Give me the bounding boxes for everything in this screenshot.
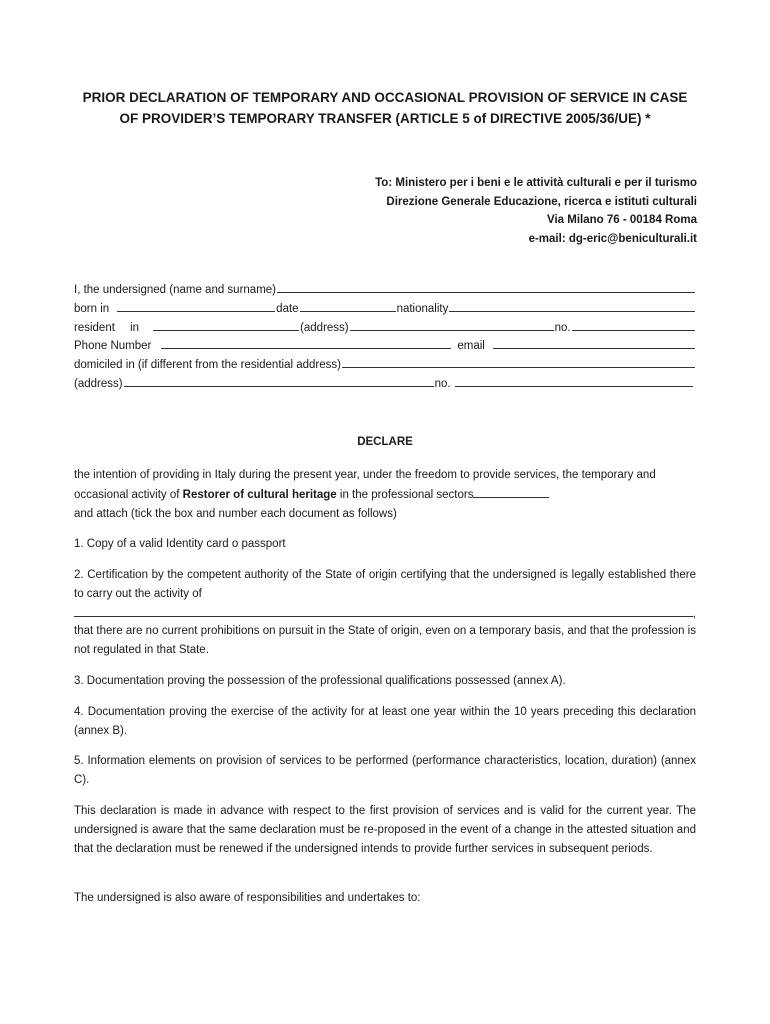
domiciled-label: domiciled in (if different from the residential address) [74,359,341,372]
intro-text: the intention of providing in Italy during the present year, under the freedom to provide services, the temporary and occasional activity of [74,469,656,501]
recipient-line-3: Via Milano 76 - 00184 Roma [547,214,697,226]
domicile-number-label: no. [434,377,451,390]
item-2-continuation: that there are no current prohibitions on pursuit in the State of origin, even on a temporary basis, and that the profession is not regulated in that State. [74,625,696,657]
phone-label: Phone Number [74,340,152,353]
document-title [40,87,730,129]
nationality-label: nationality [396,302,449,315]
domicile-address-label: (address) [74,377,123,390]
birthplace-field[interactable] [117,299,275,312]
item-2-text: 2. Certification by the competent authority of the State of origin certifying that the undersigned is legally established there to carry out the activity of [74,569,696,600]
activity-name: Restorer of cultural heritage [182,488,337,501]
email-label: email [457,340,485,353]
personal-details-form [74,280,696,393]
item-1: 1. Copy of a valid Identity card o passport [74,538,286,550]
activity-line-row: , [74,604,696,623]
title-line-1: PRIOR DECLARATION OF TEMPORARY AND OCCASIONAL PROVISION OF SERVICE IN CASE [82,90,688,105]
nationality-field[interactable] [449,299,695,312]
sectors-text: in the professional sectors [336,488,474,501]
name-row [74,280,696,299]
item-4: 4. Documentation proving the exercise of the activity for at least one year within the 10 years preceding this declaration (annex B). [74,706,696,737]
item-2 [74,566,696,660]
activity-field[interactable] [74,604,693,617]
sectors-field[interactable] [473,485,549,498]
intro-paragraph [74,466,696,523]
domicile-address-field[interactable] [124,374,434,387]
domicile-address-row [74,374,696,393]
recipient-email: e-mail: dg-eric@beniculturali.it [528,232,697,245]
attach-instruction: and attach (tick the box and number each document as follows) [74,507,397,520]
resident-label: resident in [74,321,140,334]
house-number-label: no. [554,321,571,334]
recipient-address [375,174,697,248]
name-field[interactable] [277,280,695,293]
domicile-number-field[interactable] [455,374,693,387]
recipient-line-2: Direzione Generale Educazione, ricerca e istituti culturali [386,195,697,208]
residence-row [74,318,696,337]
house-number-field[interactable] [572,318,695,331]
birth-row [74,299,696,318]
name-label: I, the undersigned (name and surname) [74,284,277,296]
email-field[interactable] [493,336,695,349]
born-label: born in [74,302,110,315]
address-field[interactable] [350,318,554,331]
validity-paragraph: This declaration is made in advance with respect to the first provision of services and is valid for the current year. The undersigned is aware that the same declaration must be re-proposed in the event of a change in the attested situation and that the declaration must be renewed if the undersigned intends to provide further services in subsequent periods. [74,805,696,855]
date-label: date [276,302,299,315]
item-3: 3. Documentation proving the possession of the professional qualifications possessed (annex A). [74,675,566,687]
residence-city-field[interactable] [153,318,299,331]
contact-row [74,336,696,355]
phone-field[interactable] [161,336,451,349]
title-line-2: OF PROVIDER’S TEMPORARY TRANSFER (ARTICLE 5 of DIRECTIVE 2005/36/UE) * [119,111,651,126]
address-label: (address) [300,321,349,334]
responsibilities-paragraph: The undersigned is also aware of responsibilities and undertakes to: [74,892,421,904]
birth-date-field[interactable] [300,299,396,312]
item-5: 5. Information elements on provision of services to be performed (performance characteristics, location, duration) (annex C). [74,755,696,786]
declare-heading: DECLARE [357,436,413,448]
recipient-line-1: To: Ministero per i beni e le attività culturali e per il turismo [375,177,697,189]
domicile-row [74,355,696,374]
domicile-field[interactable] [342,355,695,368]
